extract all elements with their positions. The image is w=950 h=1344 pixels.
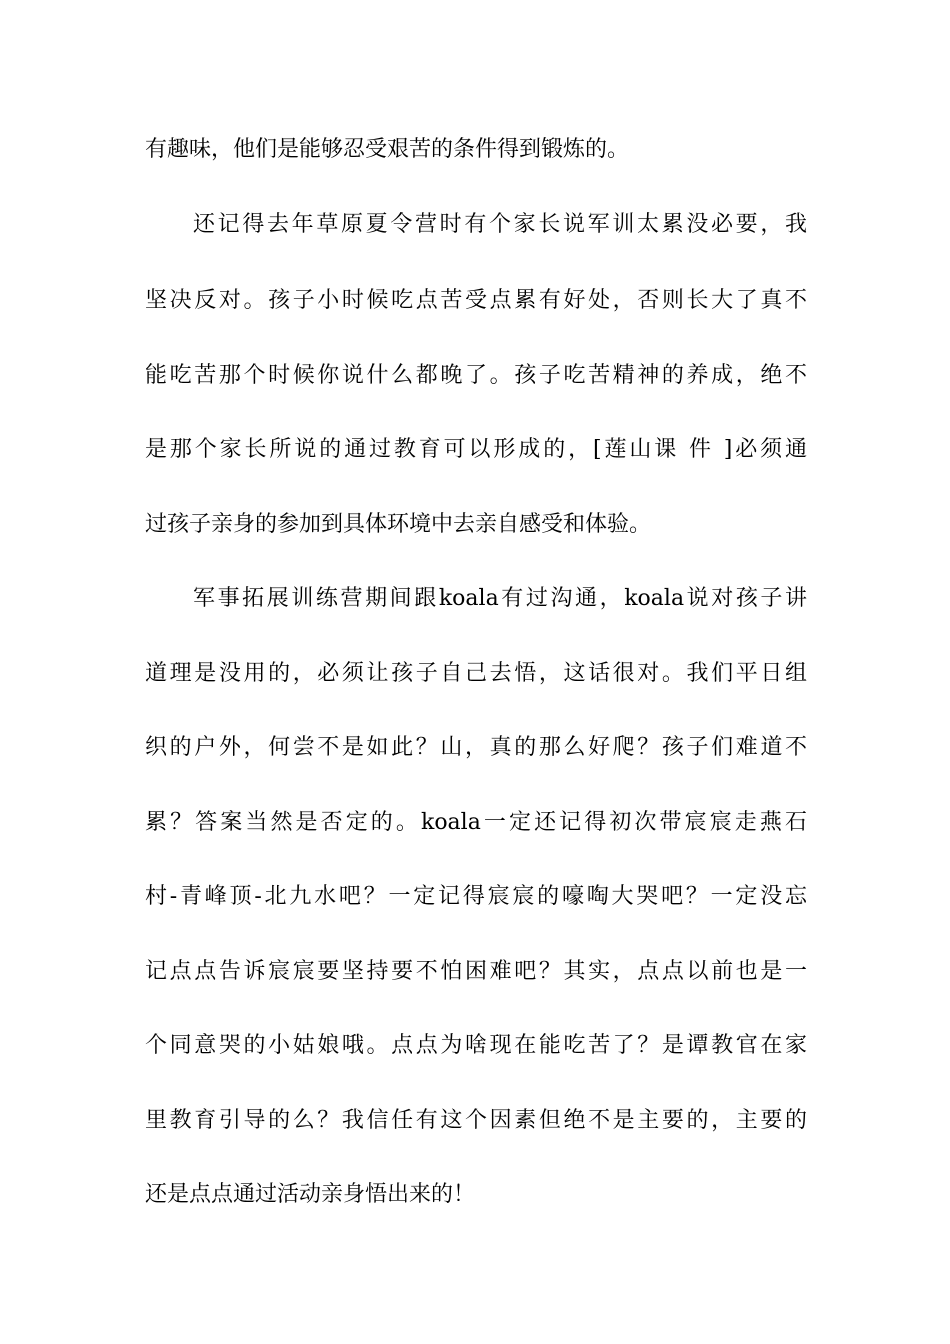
text-line-8: 道理是没用的，必须让孩子自己去悟，这话很对。我们平日组 (145, 661, 807, 686)
text-line-14: 里教育引导的么？我信任有这个因素但绝不是主要的，主要的 (145, 1108, 807, 1133)
text-line-7: 军事拓展训练营期间跟koala有过沟通，koala说对孩子讲 (193, 586, 807, 611)
text-line-12: 记点点告诉宸宸要坚持要不怕困难吧？其实，点点以前也是一 (145, 959, 807, 984)
text-line-10: 累？答案当然是否定的。koala一定还记得初次带宸宸走燕石 (145, 810, 807, 835)
text-line-1: 有趣味，他们是能够忍受艰苦的条件得到锻炼的。 (145, 137, 630, 162)
text-line-13: 个同意哭的小姑娘哦。点点为啥现在能吃苦了？是谭教官在家 (145, 1033, 807, 1058)
text-line-3: 坚决反对。孩子小时候吃点苦受点累有好处，否则长大了真不 (145, 288, 807, 313)
text-line-15: 还是点点通过活动亲身悟出来的！ (145, 1182, 476, 1207)
text-line-4: 能吃苦那个时候你说什么都晚了。孩子吃苦精神的养成，绝不 (145, 363, 807, 388)
text-line-9: 织的户外，何尝不是如此？山，真的那么好爬？孩子们难道不 (145, 735, 807, 760)
text-line-2: 还记得去年草原夏令营时有个家长说军训太累没必要，我 (193, 212, 807, 237)
text-line-11: 村-青峰顶-北九水吧？一定记得宸宸的嚎啕大哭吧？一定没忘 (145, 884, 807, 909)
text-line-6: 过孩子亲身的参加到具体环境中去亲自感受和体验。 (145, 512, 652, 537)
text-line-5: 是那个家长所说的通过教育可以形成的，[莲山课 件 ]必须通 (145, 437, 807, 462)
